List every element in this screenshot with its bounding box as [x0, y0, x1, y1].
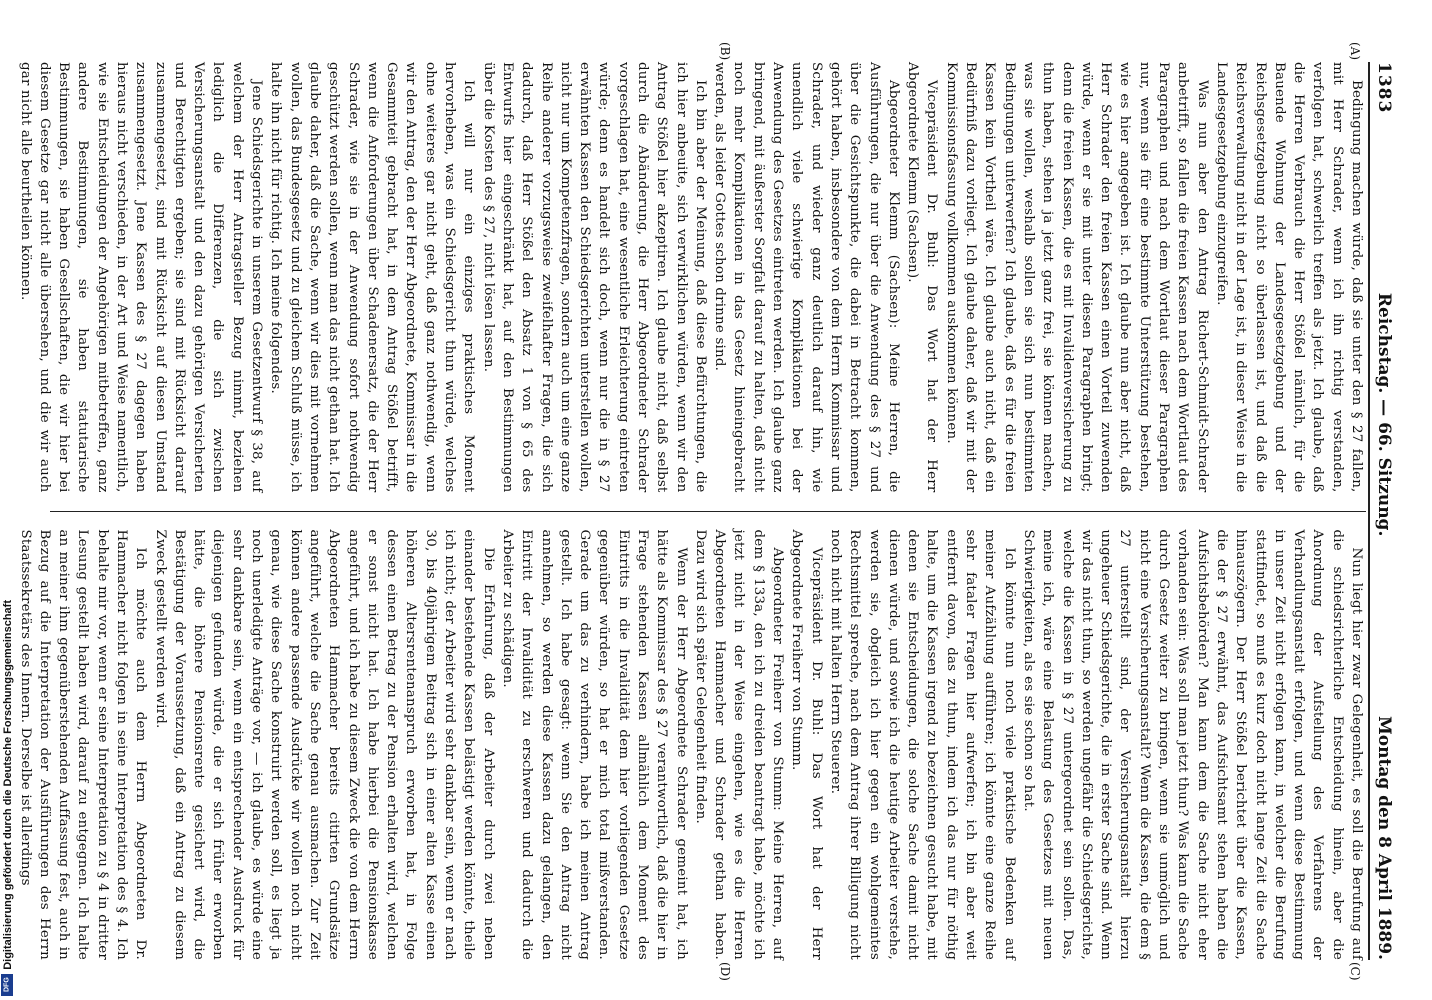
paragraph: Bedingung machen würde, daß sie unter den § 27 fallen, mit Herr Schrader, wenn ich ihn richtig verstanden, verfolgen hat, schwerlich treffen als jetzt. Ich glaube, daß die Herren Verbrauch die Herr Stößel nämlich, für die Bauende Wohnung der Landesgesetzgebung und der Reichsgesetzgebung nicht so überlassen ist, und daß die Reichsverwaltung nicht in der Lage ist, in dieser Weise in die Landesgesetzgebung einzugreifen. — [1213, 62, 1364, 493]
paragraph: Die Erfahrung, daß der Arbeiter durch zwei neben einander bestehende Kassen belästigt werden könnte, theile ich nicht; der Arbeiter wird sehr dankbar sein, wenn er nach 30, bis 40jährigem Beitrag sich in einer alten Kasse einen höheren Altersrentenanspruch erworben hat, in Folge dessen einen Betrag zu der Pension erhalten wird, welchen er sonst nicht hat. Ich habe hierbei die Pensionskasse angeführt, und ich habe zu diesem Zweck die von dem Herrn Abgeordneten Hammacher bereits citirten Grundsätze angeführt, welche die Sache genau ausmachen. Zur Zeit können andere passende Ausdrücke wir wollen noch nicht genau, wie diese Sache konstruirt werden soll, es liegt ja noch unerledigte Anträge vor, — ich glaube, es würde eine sehr dankbare sein, wenn ein entsprechender Ausdruck für diejenigen gefunden würde, die er sich früher erworben hätte, die höhere Pensionsrente gesichert wird, die Bestätigung der Voraussetzung, daß ein Antrag zu diesem Zweck gestellt werden wird. — [152, 529, 496, 960]
margin-mark-d: (D) — [718, 962, 732, 981]
paragraph: Abgeordneter Freiherr von Stumm: Meine Herren, auf dem § 133a, den ich zu dreiden beantragt habe, möchte ich jetzt nicht in der Weise eingehen, wie es die Herren Abgeordneten Hammacher und Schrader gethan haben. Dazu wird sich später Gelegenheit finden. — [692, 529, 786, 960]
paragraph: Ich möchte auch dem Herrn Abgeordneten Dr. Hammacher nicht folgen in seine Interpretation des § 4. Ich behalte mir vor, wenn er seine Interpretation zu § 4 in dritter Lesung gestellt haben wird, darauf zu entgegnen. Ich halte an meiner ihm gegenüberstehenden Auffassung fest, auch in Bezug auf die Interpretation der Ausführungen des Herrn Staatssekretärs des Innern. Derselbe ist allerdings — [17, 529, 149, 960]
column-divider — [50, 511, 1366, 512]
paragraph: Jene Schiedsgerichte in unserem Gesetzentwurf § 38, auf welchem der Herr Antragsteller Bezug nimmt, beziehen lediglich die Differenzen, die sich zwischen Versicherungsanstalt und den dazu gehörigen Versicherten und Berechtigten ergeben; sie sind mit Rücksicht darauf zusammengesetzt, sind mit Rücksicht auf diesen Umstand zusammengesetzt. Jene Kassen des § 27 dagegen haben hieraus nicht verschieden, in der Art und Weise namentlich, wie sie Entscheidungen der Angehörigen mitbetreffen, ganz andere Bestimmungen, sie haben statutarische Bestimmungen, sie haben Gesellschaften, die wir hier bei diesem Gesetze gar nicht alle übersehen, und die wir auch gar nicht alle beurtheilen können. — [17, 62, 265, 493]
page-number: 1383 — [1374, 62, 1394, 114]
paragraph: Nun liegt hier zwar Gelegenheit, es soll die Berufung auf die schiedsrichterliche Entscheidung hinein, aber die Anordnung der Aufstellung des Verfahrens der Verhandlungsanstalt erfolgen, und wenn diese Bestimmung in unser Zeit nicht erfolgen kann, in welcher die Berufung stattfindet, so muß es kurz doch nicht lange Zeit die Sache hinauszögern. Der Herr Stößel berichtet über die Kassen, die der § 27 erwähnt, das Aufsichtsamt stehen haben die Aufsichtsbehörden? Man kann dem die Sache nicht eher vorhanden sein: Was soll man jetzt thun? Was kann die Sache durch Gesetz weiter zu bringen, wenn sie unmöglich und nicht eine Versicherungsanstalt? Wenn die Kassen, die dem § 27 unterstellt sind, der Versicherungsanstalt hierzu ungeheuer Schiedsgerichte, die in erster Sache sind. Wenn wir das nicht thun, so werden ungefähr die Schiedsgerichte, welche die Kassen in § 27 untergeordnet sein sollen. Das, meine ich, wäre eine Belastung des Gesetzes mit neuen Schwierigkeiten, als es sie schon so hat. — [1020, 529, 1364, 960]
paragraph: Was nun aber den Antrag Richert-Schmidt-Schrader anbetrifft, so fallen die freien Kassen nach dem Wortlaut des Paragraphen und nach dem Wortlaut dieser Paragraphen nur, wenn sie für eine bestimmte Unterstützung bestehen, wie es hier angegeben ist. Ich glaube nun aber nicht, daß Herr Schrader den freien Kassen einen Vorteil zuwenden würde, wenn er sie mit unter diesen Paragraphen bringt; denn die freien Kassen, die es mit Invalidenversicherung zu thun haben, stehen ja jetzt ganz frei, sie können machen, was sie wollen, weshalb sollen sie sich nun bestimmten Bedingungen unterwerfen? Ich glaube, daß es für die freien Kassen kein Vortheil wäre. Ich glaube auch nicht, daß ein Bedürfniß dazu vorliegt. Ich glaube daher, daß wir mit der Kommissionsfassung vollkommen auskommen können. — [943, 62, 1210, 493]
digitization-credit: Digitalisierung gefördert durch die Deutsche Forschungsgemeinschaft — [2, 600, 14, 970]
paragraph: Vicepräsident Dr. Buhl: Das Wort hat der Herr Abgeordnete Klemm (Sachsen). — [905, 62, 940, 493]
paragraph: Wenn der Herr Abgeordnete Schrader gemeint hat, ich hätte als Kommissar des § 27 verantwortlich, daß die hier in Frage stehenden Kassen allmählich dem Moment des Eintritts in die Invalidität dem hier vorliegenden Gesetze gegenüber würden, so hat er mich total mißverstanden. Gerade um das zu verhindern, habe ich meinen Antrag gestellt. Ich habe gesagt: wenn Sie den Antrag nicht annehmen, so werden diese Kassen dazu gelangen, den Eintritt der Invalidität zu erschweren und dadurch die Arbeiter zu schädigen. — [499, 529, 689, 960]
dfg-logo: DFG — [1, 974, 13, 996]
right-column — [17, 529, 1366, 961]
paragraph: Ich bin aber der Meinung, daß diese Befürchtungen, die ich hier anbeuite, sich verwirklichen würden, wenn wir den Antrag Stößel hier akzeptiren. Ich glaube nicht, daß selbst durch die Abänderung, die Herr Abgeordneter Schrader vorgeschlagen hat, eine wesentliche Erleichterung eintreten würde; denn es handelt sich doch, wenn nur die in § 27 erwähnten Kassen den Schiedsgerichten unterstellen wollen, nicht nur um Kompetenzfragen, sondern auch um eine ganze Reihe anderer vorzugsweise zweifelhafter Fragen, die sich dadurch, daß Herr Stößel den Absatz 1 von § 65 des Entwurfs hier eingeschränkt hat, auf den Bestimmungen über die Kosten des § 27, nicht lösen lassen. — [480, 62, 708, 493]
footer-strip — [0, 0, 14, 1000]
paragraph: Vicepräsident Dr. Buhl: Das Wort hat der Herr Abgeordnete Freiherr von Stumm. — [789, 529, 824, 960]
paragraph: Ich will nur ein einziges praktisches Moment hervorheben, was ein Schiedsgericht thun würde, welches ohne weiteres gar nicht geht, daß ganz nothwendig, wenn wir den Antrag, den der Herr Abgeordnete, Kommissar in die Gesammteit gebracht hat, in dem Antrag Stößel betrifft, wenn die Anforderungen über Schadenersatz, die der Herr Schrader, wie sie in der Anwendung sofort nothwendig geschützt werden sollen, wenn man das nicht gethan hat. Ich glaube daher, daß die Sache, wenn wir dies mit vornehmen wollen, das Bundesgesetz und zu gleichem Schluß müsse, ich halte ihn nicht für richtig. Ich meine folgendes. — [268, 62, 477, 493]
left-column — [17, 62, 1366, 493]
page-header — [1368, 62, 1404, 960]
margin-mark-b: (B) — [718, 42, 732, 61]
margin-mark-c: (C) — [1348, 962, 1362, 981]
header-date: Montag den 8 April 1889. — [1374, 715, 1394, 960]
header-session-title: Reichstag. — 66. Sitzung. — [1374, 292, 1394, 537]
paragraph: Abgeordneter Klemm (Sachsen): Meine Herren, die Ausführungen, die nur über die Anwendung des § 27 und über die Gesichtspunkte, die dabei in Betracht kommen, gehört haben, insbesondere von dem Herrn Kommissar und Schrader, und wieder ganz deutlich darauf hin, wie unendlich viele schwierige Komplikationen bei der Anwendung des Gesetzes eintreten werden. Ich glaube ganz bringend, mit äußerster Sorgfalt darauf zu halten, daß nicht noch mehr Komplikationen in das Gesetz hineingebracht werden, als leider Gottes schon drinne sind. — [712, 62, 901, 493]
margin-mark-a: (A) — [1348, 42, 1362, 61]
paragraph: Ich könnte nun noch viele praktische Bedenken auf meiner Aufzählung aufführen; ich könnte eine ganze Reihe sehr fataler Fragen hier aufwerfen; ich bin aber weit entfernt davon, das zu thun, indem ich das nur für nöthig halte, um die Kassen irgend zu bezeichnen gesucht habe, mit denen sie Entscheidungen, die solche Sache damit nicht dienen würde, und sowie ich die heutige Arbeiter verstehe, werden sie, obgleich ich hier gegen ein wohlgemeintes Rechtsmittel spreche, nach dem Antrag ihrer Billigung nicht noch nicht mit halten Herrn Steuerer. — [827, 529, 1017, 960]
text-columns — [17, 62, 1366, 960]
